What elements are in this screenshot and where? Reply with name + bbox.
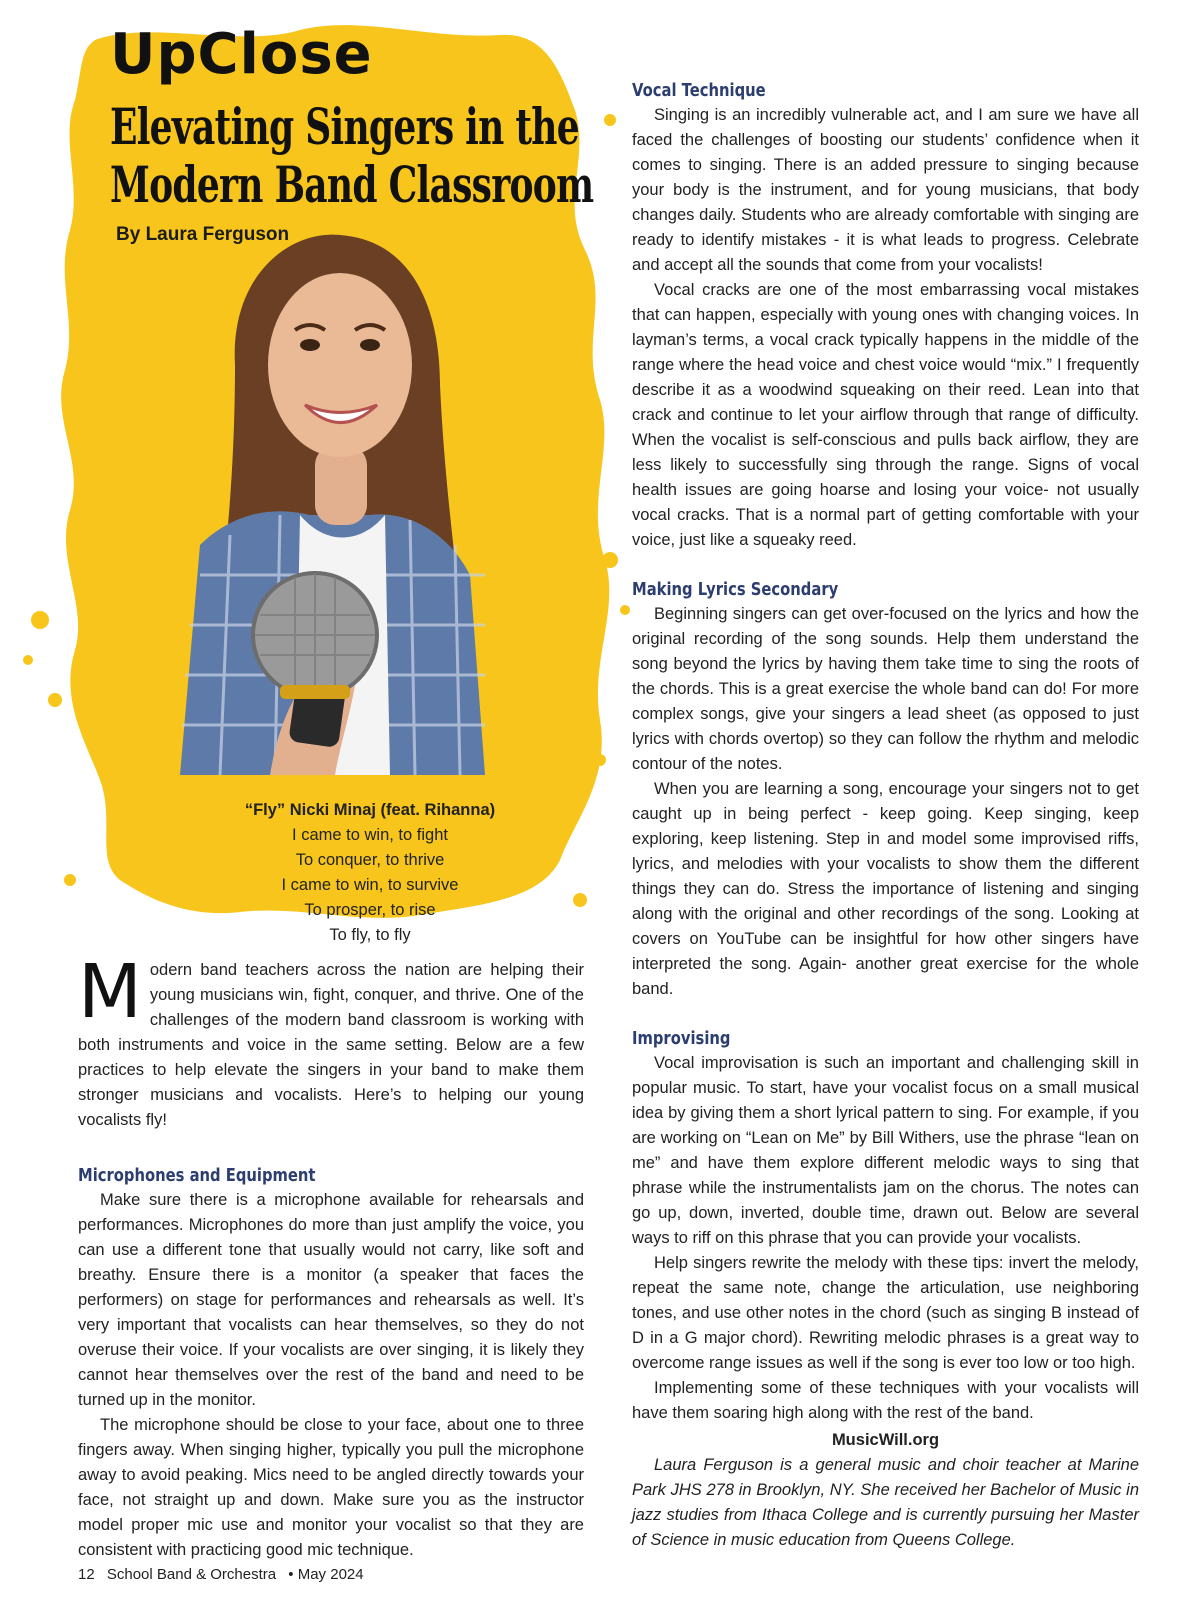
lyrics-title: “Fly” Nicki Minaj (feat. Rihanna) xyxy=(244,801,496,819)
section-heading-improvising: Improvising xyxy=(632,1028,731,1049)
body-paragraph: Make sure there is a microphone available for rehearsals and performances. Microphones do more than just amplify the voice, you can use a different tone that usually would not carry, like soft and breathy. Ensure there is a monitor (a speaker that faces the performers) on stage for performances and rehearsals as well. It’s very important that vocalists can hear themselves, so they do not overuse their voice. If your vocalists are over singing, it is likely they cannot hear themselves over the rest of the band and need to be turned up in the monitor. xyxy=(78,1191,584,1409)
body-paragraph: The microphone should be close to your face, about one to three fingers away. When singing higher, typically you pull the microphone away to avoid peaking. Mics need to be angled directly towards your face, not straight up and down. Make sure you as the instructor model proper mic use and monitor your vocalist so that they are consistent with practicing good mic technique. xyxy=(78,1416,584,1559)
song-lyrics-quote xyxy=(170,798,570,948)
body-paragraph: Vocal improvisation is such an important and challenging skill in popular music. To start, have your vocalist focus on a small musical idea by giving them a short lyrical pattern to sing. For example, if you are working on “Lean on Me” by Bill Withers, use the phrase “lean on me” and have them explore different melodic ways to sing that phrase while the instrumentalists jam on the chorus. The notes can go up, down, inverted, double time, drawn out. Below are several ways to riff on this phrase that you can provide your vocalists. xyxy=(632,1054,1139,1247)
body-paragraph: Implementing some of these techniques with your vocalists will have them soaring high along with the rest of the band. xyxy=(632,1379,1139,1422)
headline-line-1: Elevating Singers in the xyxy=(110,97,579,156)
page-footer xyxy=(78,1566,372,1583)
intro-paragraph xyxy=(78,949,584,1133)
body-paragraph: When you are learning a song, encourage your singers not to get caught up in being perfect - keep going. Keep singing, keep exploring, keep listening. Step in and model some improvised riffs, lyrics, and melodies with your vocalists to show them the different things they can do. Stress the importance of listening and singing along with the original and other recordings of the song. Looking at covers on YouTube can be insightful for how other singers have interpreted the song. Again- another great exercise for the whole band. xyxy=(632,780,1139,998)
body-paragraph: Help singers rewrite the melody with these tips: invert the melody, repeat the same note, change the articulation, use neighboring tones, and use other notes in the chord (such as singing B instead of D in a G major chord). Rewriting melodic phrases is a great way to overcome range issues as well if the song is ever too low or too high. xyxy=(632,1254,1139,1372)
byline: By Laura Ferguson xyxy=(116,224,290,245)
right-column xyxy=(632,78,1139,1553)
section-heading-making-lyrics-secondary: Making Lyrics Secondary xyxy=(632,579,839,600)
drop-cap: M xyxy=(78,949,142,1035)
singer-with-microphone-photo xyxy=(140,215,500,775)
section-heading-microphones: Microphones and Equipment xyxy=(78,1165,316,1186)
body-paragraph: Vocal cracks are one of the most embarrassing vocal mistakes that can happen, especially with young ones with changing voices. In layman’s terms, a vocal crack typically happens in the middle of the range where the head voice and chest voice would “mix.” I frequently describe it as a woodwind squeaking on their reed. Lean into that crack and continue to let your airflow through that range of difficulty. When the vocalist is self-conscious and pulls back airflow, they are less likely to successfully sing through the range. Signs of vocal health issues are going hoarse and losing your voice- not usually vocal cracks. That is a normal part of getting comfortable with your voice, just like a squeaky reed. xyxy=(632,281,1139,549)
body-paragraph: Singing is an incredibly vulnerable act, and I am sure we have all faced the challenges of boosting our students’ confidence when it comes to singing. There is an added pressure to singing because your body is the instrument, and for young musicians, that body changes daily. Students who are already comfortable with singing are ready to identify mistakes - it is what leads to progress. Celebrate and accept all the sounds that come from your vocalists! xyxy=(632,106,1139,274)
article-headline xyxy=(110,97,594,214)
issue-date: • May 2024 xyxy=(288,1566,364,1583)
left-column xyxy=(78,949,584,1563)
section-heading-vocal-technique: Vocal Technique xyxy=(632,80,766,101)
author-bio: Laura Ferguson is a general music and choir teacher at Marine Park JHS 278 in Brooklyn, NY. She received her Bachelor of Music in jazz studies from Ithaca College and is currently pursuing her Master of Science in music education from Queens College. xyxy=(632,1456,1139,1549)
lyrics-line: To conquer, to thrive xyxy=(295,851,445,869)
headline-line-2: Modern Band Classroom xyxy=(110,155,594,214)
body-paragraph: Beginning singers can get over-focused on the lyrics and how the original recording of the song sounds. Help them understand the song beyond the lyrics by having them take time to sing the roots of the chords. This is a great exercise the whole band can do! For more complex songs, give your singers a lead sheet (as opposed to just lyrics with chords overtop) so they can follow the rhythm and melodic contour of the notes. xyxy=(632,605,1139,773)
lyrics-line: I came to win, to survive xyxy=(281,876,459,894)
section-label: UpClose xyxy=(110,22,373,87)
website-link[interactable]: MusicWill.org xyxy=(831,1431,940,1449)
lyrics-line: To prosper, to rise xyxy=(304,901,436,919)
page-number: 12 xyxy=(78,1566,95,1583)
intro-text: odern band teachers across the nation are helping their young musicians win, fight, conquer, and thrive. One of the challenges of the modern band classroom is working with both instruments and voice in the same setting. Below are a few practices to help elevate the singers in your band to make them stronger musicians and vocalists. Here’s to helping our young vocalists fly! xyxy=(78,961,584,1129)
lyrics-line: To fly, to fly xyxy=(329,926,411,944)
lyrics-line: I came to win, to fight xyxy=(292,826,448,844)
publication-name: School Band & Orchestra xyxy=(106,1566,277,1583)
